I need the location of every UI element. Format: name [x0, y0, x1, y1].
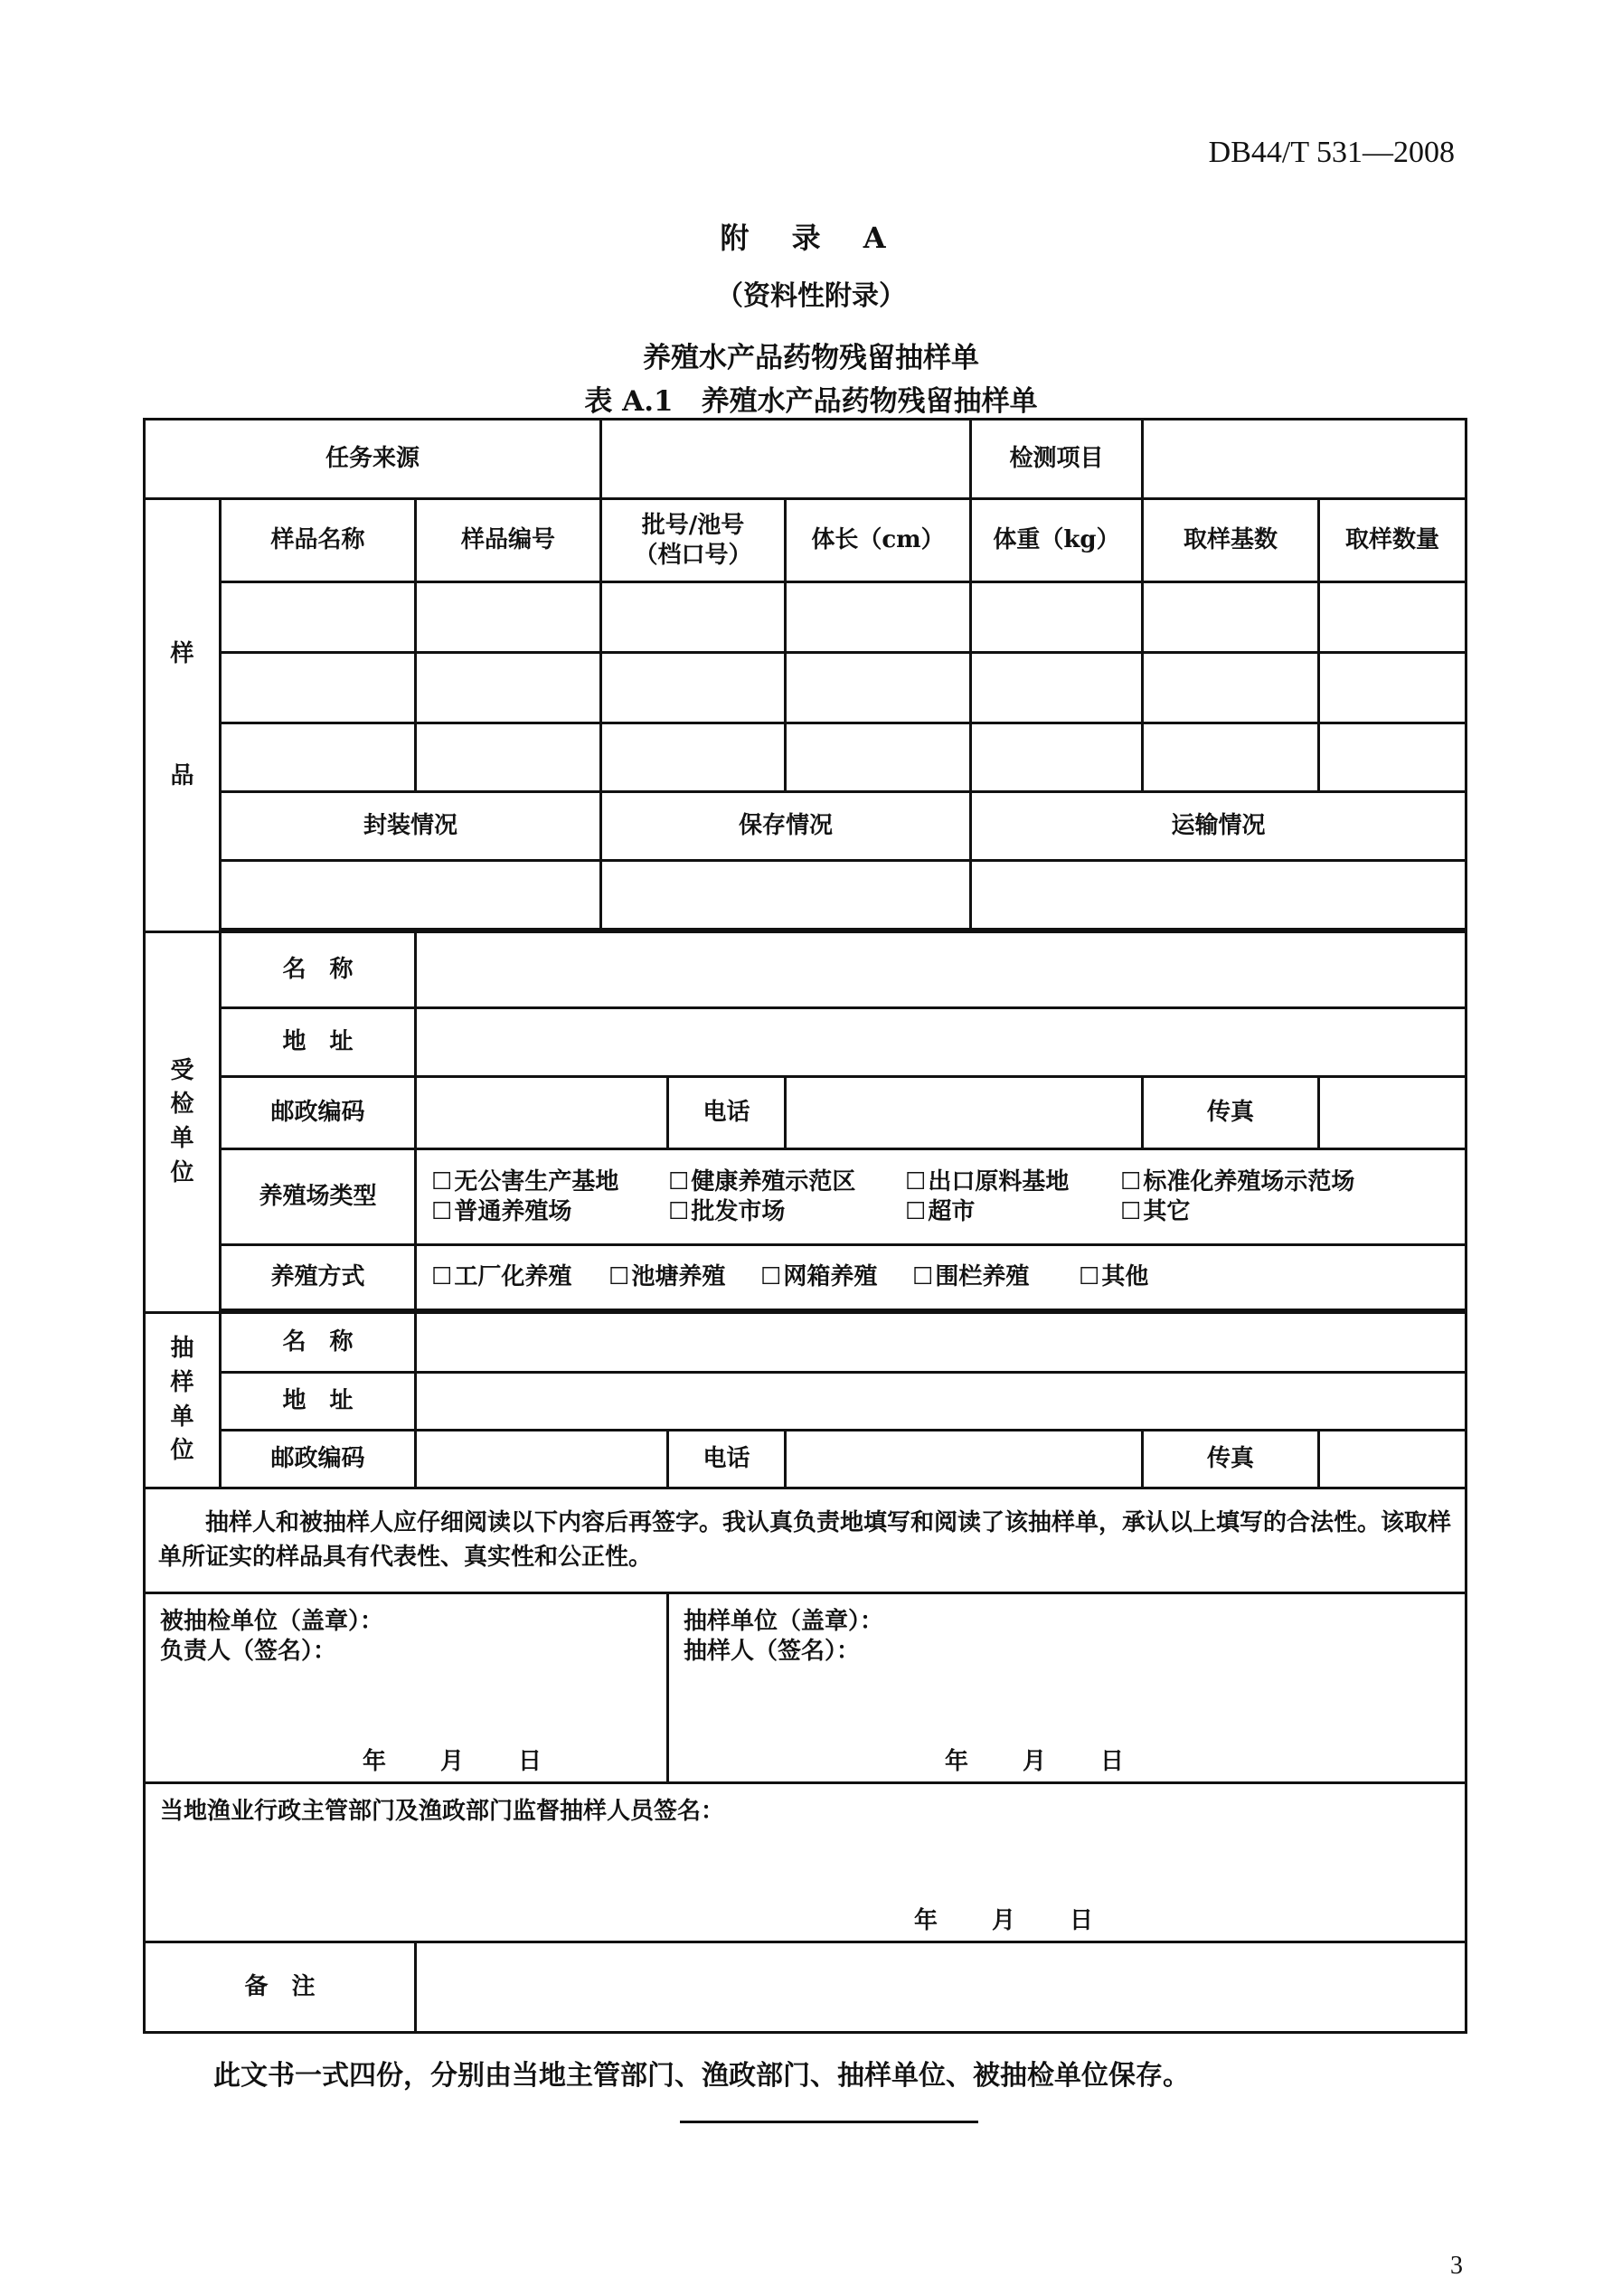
sample-cell[interactable] — [1143, 723, 1319, 792]
header-sample-name: 样品名称 — [221, 499, 416, 582]
farming-method-option[interactable]: ☐ 其他 — [1079, 1262, 1148, 1292]
inspected-seal-label: 被抽检单位（盖章）： — [160, 1608, 384, 1635]
sample-cell[interactable] — [1143, 582, 1319, 653]
packaging-field[interactable] — [221, 861, 601, 930]
inspected-name-label: 名 称 — [221, 932, 416, 1008]
farm-type-options — [416, 1149, 1466, 1245]
sampler-postcode-field[interactable] — [416, 1431, 668, 1488]
test-item-field[interactable] — [1143, 420, 1466, 499]
sample-cell[interactable] — [971, 723, 1143, 792]
sampler-fax-field[interactable] — [1319, 1431, 1466, 1488]
inspected-name-field[interactable] — [416, 932, 1466, 1008]
storage-field[interactable] — [601, 861, 971, 930]
sampler-name-field[interactable] — [416, 1313, 1466, 1373]
inspected-phone-field[interactable] — [786, 1077, 1143, 1149]
transport-field[interactable] — [971, 861, 1466, 930]
header-batch-number: 批号/池号 （档口号） — [601, 499, 786, 582]
form-title: 养殖水产品药物残留抽样单 — [643, 342, 979, 374]
sampler-address-label: 地 址 — [221, 1373, 416, 1431]
farm-type-option[interactable]: ☐ 其它 — [1120, 1197, 1190, 1227]
task-source-label: 任务来源 — [145, 420, 601, 499]
sample-cell[interactable] — [1319, 723, 1466, 792]
sampler-phone-field[interactable] — [786, 1431, 1143, 1488]
supervisor-date: 年 月 日 — [914, 1906, 1094, 1934]
inspected-fax-label: 传真 — [1143, 1077, 1319, 1149]
task-source-field[interactable] — [601, 420, 971, 499]
sample-cell[interactable] — [1143, 653, 1319, 723]
declaration-statement: 抽样人和被抽样人应仔细阅读以下内容后再签字。我认真负责地填写和阅读了该抽样单，承认以上填写的合法性。该取样单所证实的样品具有代表性、真实性和公正性。 — [145, 1488, 1466, 1593]
sampler-fax-label: 传真 — [1143, 1431, 1319, 1488]
sampler-address-field[interactable] — [416, 1373, 1466, 1431]
farming-method-option[interactable]: ☐ 围栏养殖 — [912, 1262, 1079, 1292]
farming-method-option[interactable]: ☐ 网箱养殖 — [760, 1262, 912, 1292]
sampler-person-label: 抽样人（签名）： — [684, 1637, 861, 1665]
sampler-postcode-label: 邮政编码 — [221, 1431, 416, 1488]
header-sample-id: 样品编号 — [416, 499, 601, 582]
transport-label: 运输情况 — [971, 792, 1466, 861]
footer-divider — [680, 2121, 978, 2123]
farm-type-option[interactable]: ☐ 无公害生产基地 — [431, 1167, 668, 1197]
inspected-date: 年 月 日 — [363, 1747, 542, 1775]
inspected-postcode-field[interactable] — [416, 1077, 668, 1149]
footer-note: 此文书一式四份，分别由当地主管部门、渔政部门、抽样单位、被抽检单位保存。 — [213, 2060, 1190, 2092]
sample-section-label: 样 品 — [145, 499, 221, 932]
sample-cell[interactable] — [1319, 653, 1466, 723]
inspected-postcode-label: 邮政编码 — [221, 1077, 416, 1149]
inspected-unit-section-label: 受 检 单 位 — [145, 932, 221, 1313]
header-sampling-quantity: 取样数量 — [1319, 499, 1466, 582]
farm-type-option[interactable]: ☐ 批发市场 — [668, 1197, 905, 1227]
sampler-signature-block[interactable] — [668, 1593, 1466, 1783]
table-caption: 表 A.1 养殖水产品药物残留抽样单 — [584, 385, 1038, 418]
sample-cell[interactable] — [221, 723, 416, 792]
sampling-unit-section-label: 抽 样 单 位 — [145, 1313, 221, 1488]
sample-cell[interactable] — [786, 653, 971, 723]
sample-cell[interactable] — [416, 653, 601, 723]
farm-type-option[interactable]: ☐ 出口原料基地 — [905, 1167, 1120, 1197]
page-number: 3 — [1450, 2252, 1463, 2280]
packaging-label: 封装情况 — [221, 792, 601, 861]
supervisor-signature-label: 当地渔业行政主管部门及渔政部门监督抽样人员签名： — [160, 1798, 725, 1825]
header-body-length: 体长（cm） — [786, 499, 971, 582]
inspected-responsible-label: 负责人（签名）： — [160, 1637, 337, 1665]
sample-cell[interactable] — [416, 582, 601, 653]
farming-method-label: 养殖方式 — [221, 1245, 416, 1310]
sampler-seal-label: 抽样单位（盖章）： — [684, 1608, 884, 1635]
sample-cell[interactable] — [416, 723, 601, 792]
farm-type-option[interactable]: ☐ 超市 — [905, 1197, 1120, 1227]
inspected-signature-block[interactable] — [145, 1593, 668, 1783]
sample-cell[interactable] — [601, 723, 786, 792]
farm-type-option[interactable]: ☐ 标准化养殖场示范场 — [1120, 1167, 1354, 1197]
farming-method-option[interactable]: ☐ 工厂化养殖 — [431, 1262, 608, 1292]
farming-method-option[interactable]: ☐ 池塘养殖 — [608, 1262, 760, 1292]
inspected-fax-field[interactable] — [1319, 1077, 1466, 1149]
header-body-weight: 体重（kg） — [971, 499, 1143, 582]
inspected-address-field[interactable] — [416, 1008, 1466, 1077]
header-sampling-base: 取样基数 — [1143, 499, 1319, 582]
sample-cell[interactable] — [786, 582, 971, 653]
document-number: DB44/T 531—2008 — [1208, 136, 1455, 169]
inspected-phone-label: 电话 — [668, 1077, 786, 1149]
sample-cell[interactable] — [786, 723, 971, 792]
test-item-label: 检测项目 — [971, 420, 1143, 499]
sample-cell[interactable] — [601, 582, 786, 653]
appendix-type: （资料性附录） — [716, 280, 906, 312]
inspected-address-label: 地 址 — [221, 1008, 416, 1077]
sample-cell[interactable] — [1319, 582, 1466, 653]
sample-cell[interactable] — [221, 582, 416, 653]
remarks-field[interactable] — [416, 1942, 1466, 2033]
storage-label: 保存情况 — [601, 792, 971, 861]
remarks-label: 备 注 — [145, 1942, 416, 2033]
farm-type-label: 养殖场类型 — [221, 1149, 416, 1245]
sampler-phone-label: 电话 — [668, 1431, 786, 1488]
sampler-name-label: 名 称 — [221, 1313, 416, 1373]
sampler-date: 年 月 日 — [945, 1747, 1125, 1775]
farm-type-option[interactable]: ☐ 健康养殖示范区 — [668, 1167, 905, 1197]
appendix-title: 附 录 A — [720, 221, 902, 255]
sampling-form-table — [143, 418, 1467, 2034]
supervisor-signature-block[interactable] — [145, 1783, 1466, 1942]
sample-cell[interactable] — [601, 653, 786, 723]
sample-cell[interactable] — [971, 653, 1143, 723]
farming-method-options — [416, 1245, 1466, 1310]
farm-type-option[interactable]: ☐ 普通养殖场 — [431, 1197, 668, 1227]
sample-cell[interactable] — [971, 582, 1143, 653]
sample-cell[interactable] — [221, 653, 416, 723]
